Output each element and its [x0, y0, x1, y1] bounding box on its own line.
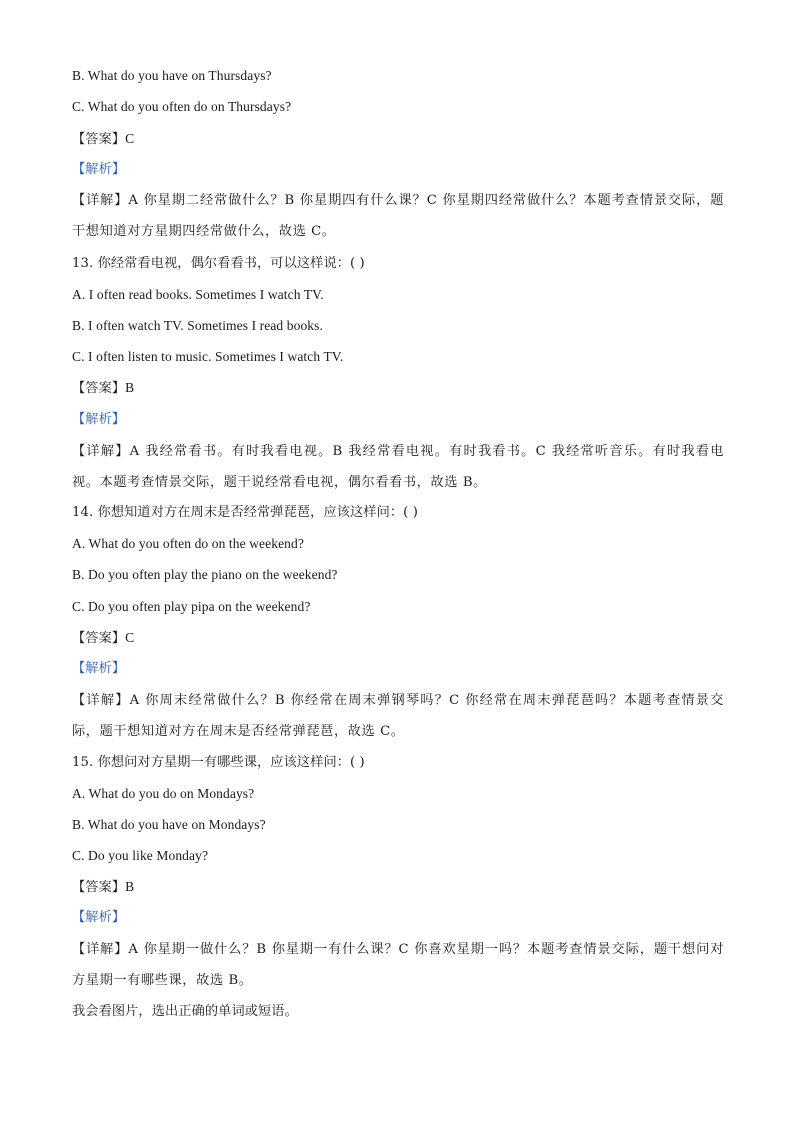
q12-option-c: C. What do you often do on Thursdays? — [72, 99, 292, 114]
q12-answer-line — [72, 129, 134, 150]
section-heading: 我会看图片，选出正确的单词或短语。 — [72, 1004, 298, 1019]
answer-tag: 【答案】 — [72, 631, 126, 646]
q14-detail: A 你周末经常做什么？B 你经常在周末弹钢琴吗？C 你经常在周末弹琵琶吗？本题考查情景交际，题干想知道对方在周末是否经常弹琵琶，故选 C。 — [72, 693, 725, 739]
q13-answer: B — [125, 380, 135, 395]
q13-option-b: B. I often watch TV. Sometimes I read books. — [72, 318, 323, 333]
q14-detail-paragraph — [72, 685, 724, 747]
q15-detail-paragraph — [72, 934, 724, 996]
q12-answer: C — [125, 131, 135, 146]
detail-tag: 【详解】 — [72, 693, 130, 708]
answer-tag: 【答案】 — [72, 381, 126, 396]
q14-answer-line — [72, 628, 134, 649]
q15-option-b: B. What do you have on Mondays? — [72, 817, 266, 832]
q15-option-a: A. What do you do on Mondays? — [72, 786, 255, 801]
q13-option-a: A. I often read books. Sometimes I watch TV. — [72, 287, 324, 302]
q13-detail: A 我经常看书。有时我看电视。B 我经常看电视。有时我看书。C 我经常听音乐。有时我看电视。本题考查情景交际，题干说经常看电视，偶尔看看书，故选 B。 — [72, 444, 725, 490]
q14-question: 14. 你想知道对方在周末是否经常弹琵琶，应该这样问：( ) — [72, 505, 418, 520]
answer-tag: 【答案】 — [72, 880, 126, 895]
q14-analysis-tag: 【解析】 — [72, 661, 126, 676]
q15-detail: A 你星期一做什么？B 你星期一有什么课？C 你喜欢星期一吗？本题考查情景交际，题干想问对方星期一有哪些课，故选 B。 — [72, 942, 724, 988]
q14-option-b: B. Do you often play the piano on the weekend? — [72, 567, 338, 582]
q15-answer: B — [125, 879, 135, 894]
q13-analysis-tag: 【解析】 — [72, 412, 126, 427]
q15-analysis-tag: 【解析】 — [72, 910, 126, 925]
q12-option-b: B. What do you have on Thursdays? — [72, 68, 272, 83]
q15-question: 15. 你想问对方星期一有哪些课，应该这样问：( ) — [72, 755, 365, 770]
q13-question: 13. 你经常看电视，偶尔看看书，可以这样说：( ) — [72, 256, 365, 271]
q13-answer-line — [72, 378, 134, 399]
q12-detail: A 你星期二经常做什么？B 你星期四有什么课？C 你星期四经常做什么？本题考查情景交际，题干想知道对方星期四经常做什么，故选 C。 — [72, 193, 724, 239]
detail-tag: 【详解】 — [72, 193, 129, 208]
q14-answer: C — [125, 630, 135, 645]
q14-option-c: C. Do you often play pipa on the weekend? — [72, 599, 311, 614]
answer-tag: 【答案】 — [72, 132, 126, 147]
detail-tag: 【详解】 — [72, 444, 130, 459]
q12-detail-paragraph — [72, 185, 724, 247]
q15-answer-line — [72, 877, 134, 898]
q15-option-c: C. Do you like Monday? — [72, 848, 209, 863]
detail-tag: 【详解】 — [72, 942, 129, 957]
q14-option-a: A. What do you often do on the weekend? — [72, 536, 304, 551]
q13-option-c: C. I often listen to music. Sometimes I watch TV. — [72, 349, 344, 364]
q12-analysis-tag: 【解析】 — [72, 162, 126, 177]
q13-detail-paragraph — [72, 436, 724, 498]
